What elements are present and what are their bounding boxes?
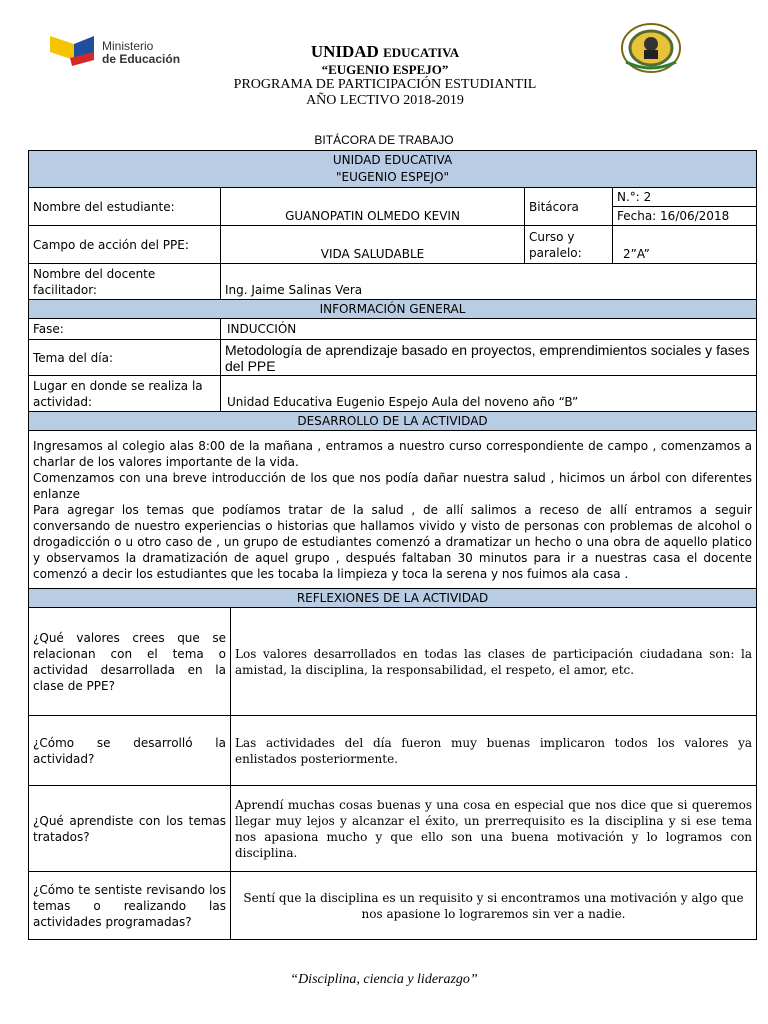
question-3: ¿Qué aprendiste con los temas tratados?: [29, 786, 231, 872]
tema-value: Metodología de aprendizaje basado en proyectos, emprendimientos sociales y fases del PPE: [221, 340, 757, 376]
lugar-value: Unidad Educativa Eugenio Espejo Aula del noveno año “B”: [221, 376, 757, 412]
school-name: “EUGENIO ESPEJO”: [321, 62, 449, 77]
school-header-cell: [29, 151, 757, 188]
desarrollo-paragraph: Para agregar los temas que podíamos tratar de la salud , de allí salimos a receso de allí entramos a seguir conversando de nuestro experiencias o historias que hallamos vivido y visto de personas con problemas de alcohol o drogadicción o u otro caso de , un grupo de estudiantes comenzó a dramatizar un hecho o una obra de aquello platico y observamos la dramatización de aquel grupo , después faltaban 30 minutos para ir a nuestras casa el docente comenzó a decir los estudiantes que les tocaba la limpieza y toca la serena y nos fuimos ala casa .: [33, 502, 753, 581]
school-prefix: UNIDAD: [310, 42, 379, 61]
school-suffix: EDUCATIVA: [383, 45, 460, 60]
bitacora-date: Fecha: 16/06/2018: [613, 207, 757, 226]
school-year: AÑO LECTIVO 2018-2019: [306, 93, 464, 108]
desarrollo-text: [29, 431, 757, 589]
question-2: ¿Cómo se desarrolló la actividad?: [29, 716, 231, 786]
ministry-name-line1: Ministerio: [102, 39, 154, 53]
campo-value: VIDA SALUDABLE: [221, 226, 525, 264]
bitacora-number: N.°: 2: [613, 188, 757, 207]
document-header: [170, 42, 600, 109]
school-line2: "EUGENIO ESPEJO": [335, 170, 450, 184]
fase-value: INDUCCIÓN: [221, 319, 757, 340]
ministry-logo: [50, 30, 190, 75]
reflexiones-header: REFLEXIONES DE LA ACTIVIDAD: [29, 589, 757, 608]
answer-3: Aprendí muchas cosas buenas y una cosa en especial que nos dice que si queremos llegar muy lejos y alcanzar el éxito, un prerrequisito es la disciplina y si ese tema nos apasiona mucho y que ello son una buena motivación y lo logramos con disciplina.: [231, 786, 757, 872]
footer-motto: “Disciplina, ciencia y liderazgo”: [290, 972, 478, 987]
answer-4: Sentí que la disciplina es un requisito y si encontramos una motivación y algo que nos apasione lo lograremos sin ver a nadie.: [231, 872, 757, 940]
question-4: ¿Cómo te sentiste revisando los temas o realizando las actividades programadas?: [29, 872, 231, 940]
answer-1: Los valores desarrollados en todas las clases de participación ciudadana son: la amistad, la disciplina, la responsabilidad, el respeto, el amor, etc.: [231, 608, 757, 716]
docente-value: Ing. Jaime Salinas Vera: [221, 264, 757, 300]
fase-label: Fase:: [29, 319, 221, 340]
ecuador-flag-icon: [50, 32, 94, 70]
school-seal-icon: [620, 22, 682, 74]
ministry-name-line2: de Educación: [102, 52, 181, 66]
curso-value: 2”A”: [613, 226, 757, 264]
answer-2: Las actividades del día fueron muy buenas implicaron todos los valores ya enlistados posteriormente.: [231, 716, 757, 786]
document-title: BITÁCORA DE TRABAJO: [314, 133, 454, 147]
lugar-label: Lugar en donde se realiza la actividad:: [29, 376, 221, 412]
program-name: PROGRAMA DE PARTICIPACIÓN ESTUDIANTIL: [233, 77, 537, 92]
question-1: ¿Qué valores crees que se relacionan con el tema o actividad desarrollada en la clase de PPE?: [29, 608, 231, 716]
curso-label: Curso y paralelo:: [525, 226, 613, 264]
bitacora-table: [28, 150, 757, 940]
tema-label: Tema del día:: [29, 340, 221, 376]
desarrollo-paragraph: Comenzamos con una breve introducción de los que nos podía dañar nuestra salud , hicimos un árbol con diferentes enlanze: [33, 470, 753, 501]
desarrollo-header: DESARROLLO DE LA ACTIVIDAD: [29, 412, 757, 431]
campo-label: Campo de acción del PPE:: [29, 226, 221, 264]
desarrollo-paragraph: Ingresamos al colegio alas 8:00 de la mañana , entramos a nuestro curso correspondiente de campo , comenzamos a charlar de los valores importante de la vida.: [33, 438, 753, 469]
school-line1: UNIDAD EDUCATIVA: [332, 153, 453, 167]
info-general-header: INFORMACIÓN GENERAL: [29, 300, 757, 319]
student-label: Nombre del estudiante:: [29, 188, 221, 226]
bitacora-label: Bitácora: [525, 188, 613, 226]
docente-label: Nombre del docente facilitador:: [29, 264, 221, 300]
student-name: GUANOPATIN OLMEDO KEVIN: [221, 188, 525, 226]
